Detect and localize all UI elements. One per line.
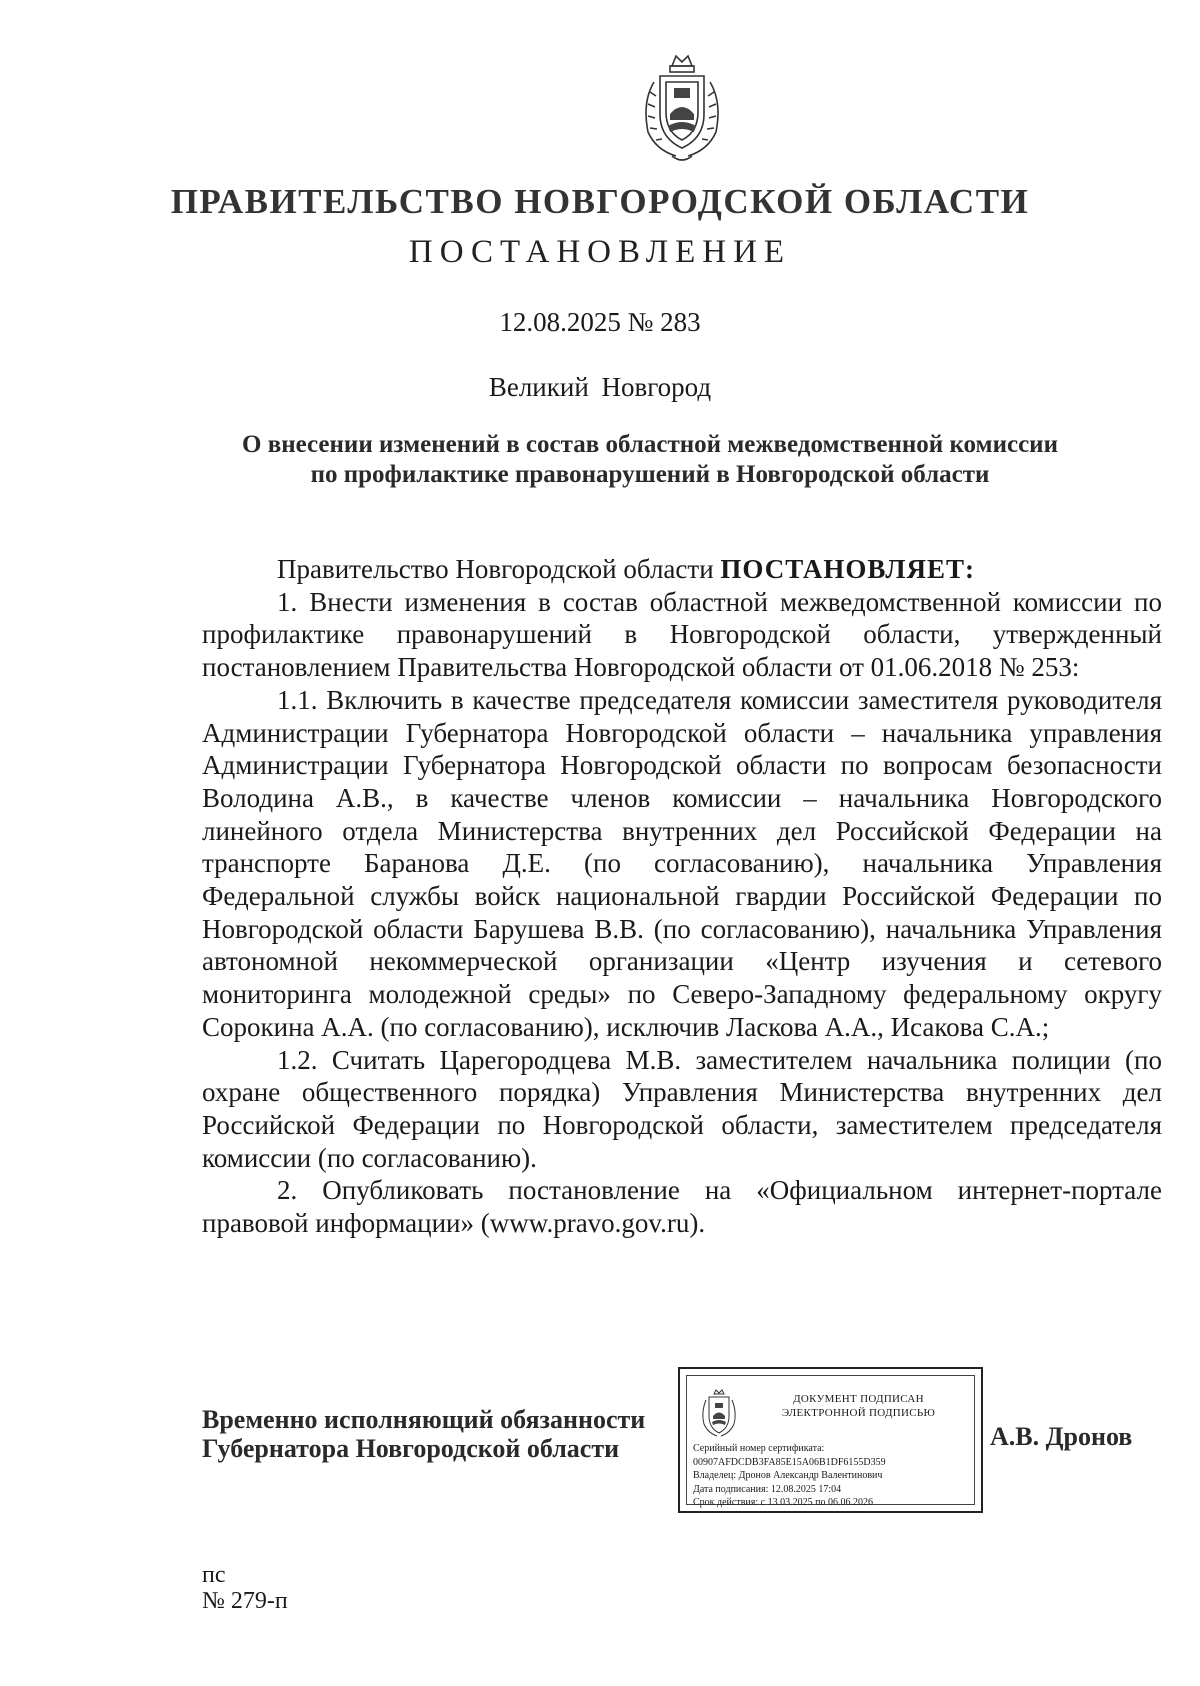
stamp-serial-label: Серийный номер сертификата:	[693, 1443, 825, 1454]
preamble-text: Правительство Новгородской области	[277, 554, 721, 584]
preamble-decree-word: ПОСТАНОВЛЯЕТ:	[720, 554, 975, 584]
paragraph-2: 2. Опубликовать постановление на «Официальном интернет-портале правовой информации» (www.pravo.gov.ru).	[202, 1175, 1162, 1239]
signer-name: А.В. Дронов	[990, 1422, 1133, 1451]
document-body	[202, 553, 1162, 1240]
signer-position-line: Временно исполняющий обязанности	[202, 1405, 646, 1434]
paragraph-1-2: 1.2. Считать Царегородцева М.В. заместителем начальника полиции (по охране общественного порядка) Управления Министерства внутренних дел Российской Федерации по Новгородской области, заместителем председателя комиссии (по согласованию).	[202, 1044, 1162, 1173]
document-city: Великий Новгород	[488, 372, 712, 402]
stamp-serial: 00907AFDCDB3FA85E15A06B1DF6155D359	[693, 1456, 886, 1468]
stamp-title	[747, 1392, 970, 1420]
document-date-number: 12.08.2025 № 283	[499, 307, 701, 337]
stamp-owner: Владелец: Дронов Александр Валентинович	[693, 1470, 883, 1482]
subject-line: О внесении изменений в состав областной межведомственной комиссии	[242, 431, 1058, 458]
subject-line: по профилактике правонарушений в Новгородской области	[310, 461, 990, 488]
paragraph-1-1: 1.1. Включить в качестве председателя комиссии заместителя руководителя Администрации Губернатора Новгородской области – начальника управления Администрации Губернатора Новгородской области по вопросам безопасности Володина А.В., в качестве членов комиссии – начальника Новгородского линейного отдела Министерства внутренних дел Российской Федерации на транспорте Баранова Д.Е. (по согласованию), начальника Управления Федеральной службы войск национальной гвардии Российской Федерации по Новгородской области Барушева В.В. (по согласованию), начальника Управления автономной некоммерческой организации «Центр изучения и сетевого мониторинга молодежной среды» по Северо-Западному федеральному округу Сорокина А.А. (по согласованию), исключив Ласкова А.А., Исакова С.А.;	[202, 684, 1162, 1042]
stamp-title-line: ЭЛЕКТРОННОЙ ПОДПИСЬЮ	[781, 1407, 936, 1419]
coat-of-arms-icon	[636, 52, 728, 168]
preamble	[202, 553, 1162, 586]
stamp-details	[693, 1442, 970, 1510]
footer-line: пс	[202, 1562, 226, 1588]
government-title: ПРАВИТЕЛЬСТВО НОВГОРОДСКОЙ ОБЛАСТИ	[170, 182, 1030, 221]
paragraph-1: 1. Внести изменения в состав областной межведомственной комиссии по профилактике правонарушений в Новгородской области, утвержденный постановлением Правительства Новгородской области от 01.06.2018 № 253:	[202, 586, 1162, 683]
electronic-signature-stamp	[678, 1367, 983, 1513]
stamp-validity: Срок действия: с 13.03.2025 по 06.06.2026	[693, 1497, 873, 1509]
stamp-title-line: ДОКУМЕНТ ПОДПИСАН	[793, 1393, 924, 1405]
footer-line: № 279-п	[202, 1588, 288, 1614]
signer-position-line: Губернатора Новгородской области	[202, 1434, 620, 1463]
footer-reference	[202, 1562, 288, 1614]
stamp-coat-of-arms-icon	[699, 1388, 739, 1440]
document-subject	[200, 430, 1100, 490]
stamp-signed-date: Дата подписания: 12.08.2025 17:04	[693, 1483, 842, 1495]
stamp-frame	[686, 1375, 975, 1509]
document-type: ПОСТАНОВЛЕНИЕ	[408, 234, 792, 270]
signer-position	[202, 1405, 645, 1463]
